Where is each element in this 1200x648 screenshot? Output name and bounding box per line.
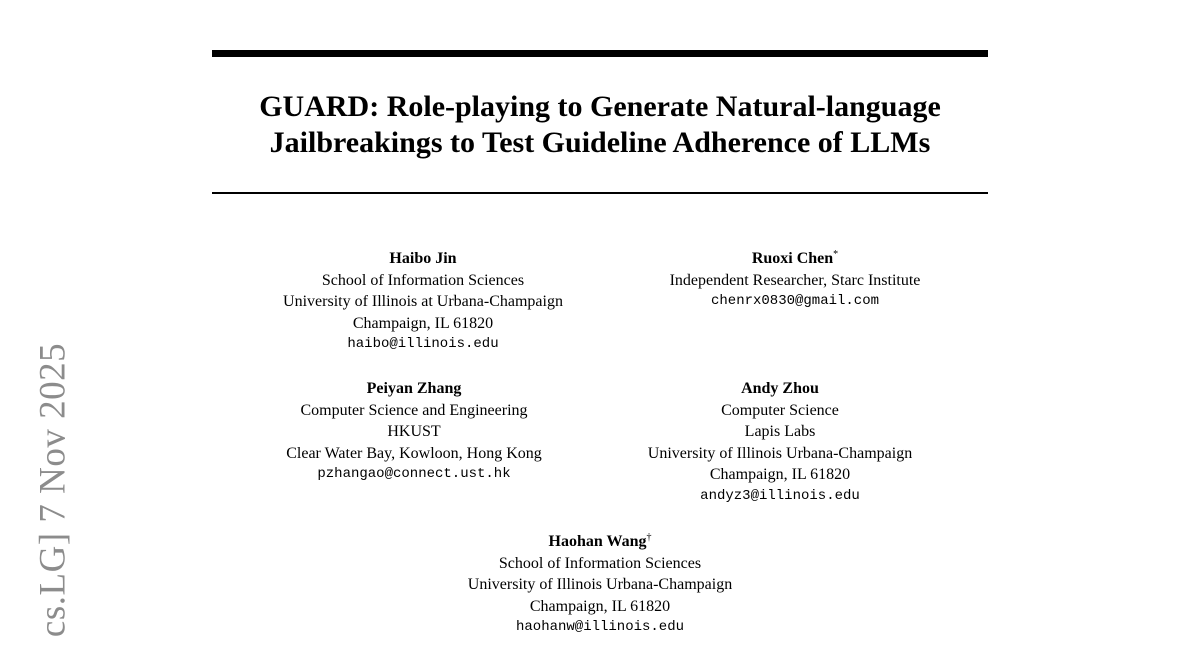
author-affiliation-line: Lapis Labs: [744, 423, 816, 440]
author-name-text: Peiyan Zhang: [366, 380, 462, 397]
author-email: haohanw@illinois.edu: [515, 619, 685, 635]
author-footnote-mark: †: [646, 532, 652, 543]
author-block-haohan-wang: [400, 531, 800, 639]
title-bottom-rule: [212, 192, 988, 194]
author-email: andyz3@illinois.edu: [700, 487, 860, 504]
author-name: [223, 248, 623, 270]
author-affiliation-line: Computer Science and Engineering: [300, 401, 528, 419]
author-affiliation-line: University of Illinois Urbana-Champaign: [647, 444, 913, 462]
author-name-text: Haohan Wang: [548, 533, 647, 550]
author-affiliation-line: Champaign, IL 61820: [352, 314, 494, 332]
author-affiliation-line: Independent Researcher, Starc Institute: [669, 271, 921, 289]
author-affiliation-line: HKUST: [387, 423, 441, 440]
author-name-text: Andy Zhou: [741, 380, 819, 397]
author-affiliation-line: School of Information Sciences: [498, 554, 702, 572]
author-block-peiyan-zhang: [214, 378, 614, 486]
author-affiliation-line: Champaign, IL 61820: [529, 597, 671, 615]
author-block-andy-zhou: [580, 378, 980, 507]
arxiv-side-stamp: cs.LG] 7 Nov 2025: [32, 342, 74, 638]
author-email: haibo@illinois.edu: [347, 336, 499, 352]
author-affiliation-line: Clear Water Bay, Kowloon, Hong Kong: [286, 444, 542, 462]
title-top-rule: [212, 50, 988, 57]
author-affiliation-line: Champaign, IL 61820: [709, 466, 851, 483]
paper-title-line-2: Jailbreakings to Test Guideline Adherence of LLMs: [269, 126, 931, 159]
author-name: [400, 531, 800, 553]
author-affiliation-line: School of Information Sciences: [321, 271, 525, 289]
author-affiliation-line: University of Illinois Urbana-Champaign: [467, 576, 733, 593]
paper-title-line-1: GUARD: Role-playing to Generate Natural-language: [259, 90, 941, 123]
author-name: [214, 378, 614, 400]
paper-title: [212, 89, 988, 161]
author-email: chenrx0830@gmail.com: [710, 293, 880, 309]
author-name: [580, 378, 980, 400]
author-name: [595, 248, 995, 270]
author-block-ruoxi-chen: [595, 248, 995, 313]
author-email: pzhangao@connect.ust.hk: [317, 466, 511, 482]
author-name-text: Ruoxi Chen: [751, 250, 834, 267]
author-block-haibo-jin: [223, 248, 623, 356]
author-affiliation-line: Computer Science: [721, 401, 839, 419]
author-footnote-mark: *: [833, 249, 839, 260]
author-name-text: Haibo Jin: [389, 250, 457, 267]
author-affiliation-line: University of Illinois at Urbana-Champaign: [283, 293, 563, 310]
